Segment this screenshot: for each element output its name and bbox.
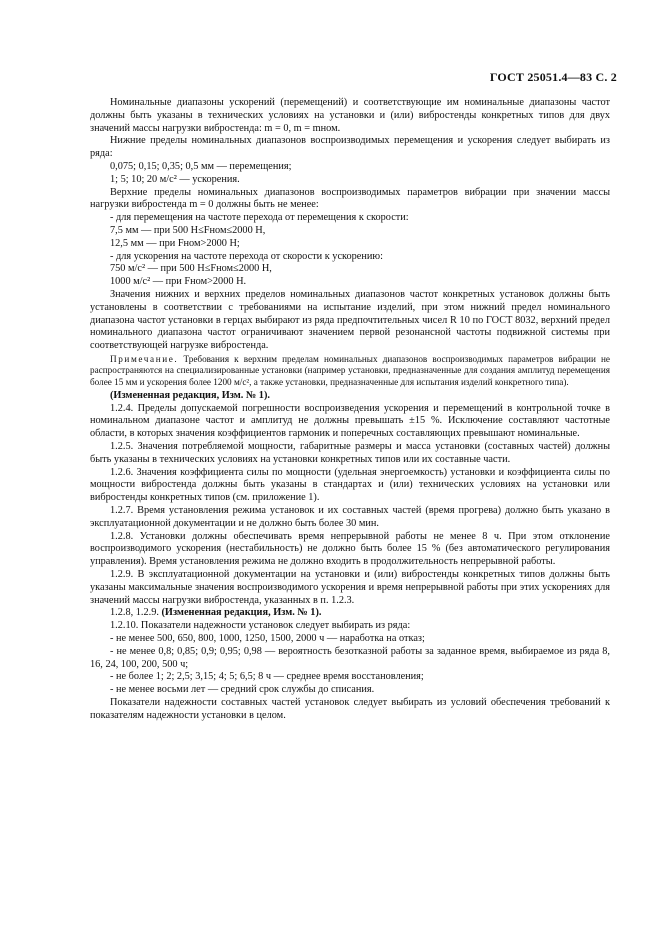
list-item-mtbf: - не менее 500, 650, 800, 1000, 1250, 1500, 2000 ч — наработка на отказ; bbox=[110, 632, 425, 644]
amendment-label: (Измененная редакция, Изм. № 1). bbox=[161, 607, 322, 619]
list-item-acceleration-limits: 1; 5; 10; 20 м/с² — ускорения. bbox=[110, 173, 240, 185]
list-item-recovery-time: - не более 1; 2; 2,5; 3,15; 4; 5; 6,5; 8 ч — среднее время восстановления; bbox=[110, 671, 424, 683]
paragraph-upper-limits: Верхние пределы номинальных диапазонов воспроизводимых параметров вибрации при значении массы нагрузки вибростенда m = 0 должны быть не менее: bbox=[90, 186, 610, 211]
paragraph-1-2-5: 1.2.5. Значения потребляемой мощности, габаритные размеры и масса установки (составных частей) должны быть указаны в технических условиях на установки конкретных типов или их составные части. bbox=[90, 441, 610, 465]
list-item-displacement-12-5: 12,5 мм — при Fном>2000 Н; bbox=[110, 237, 240, 249]
list-item-acceleration-heading: - для ускорения на частоте перехода от скорости к ускорению: bbox=[110, 250, 383, 262]
paragraph-lower-limits: Нижние пределы номинальных диапазонов воспроизводимых перемещения и ускорения следует выбирать из ряда: bbox=[90, 135, 610, 160]
amendment-clauses: 1.2.8, 1.2.9. bbox=[110, 607, 159, 619]
list-item-acceleration-750: 750 м/с² — при 500 Н≤Fном≤2000 Н, bbox=[110, 263, 272, 275]
note-label: Примечание. bbox=[110, 353, 179, 364]
amendment-note-1-2-8-1-2-9 bbox=[90, 607, 610, 620]
note-paragraph bbox=[90, 354, 610, 388]
paragraph-1-2-7: 1.2.7. Время установления режима установок и их составных частей (время прогрева) должно быть указано в эксплуатационной документации и не должно быть более 30 мин. bbox=[90, 505, 610, 529]
list-item-reliability: - не менее 0,8; 0,85; 0,9; 0,95; 0,98 — вероятность безотказной работы за заданное время, выбираемое из ряда 8, 16, 24, 100, 200, 500 ч; bbox=[90, 645, 610, 670]
note-text: Требования к верхним пределам номинальных диапазонов воспроизводимых параметров вибрации не распространяются на специализированные установки (например установки, предназначенные для создания амплитуд перемещения более 15 мм и ускорения более 1200 м/с², а также установки, предназначенные для испытания изделий конкретного типа). bbox=[90, 353, 611, 387]
list-item-displacement-limits: 0,075; 0,15; 0,35; 0,5 мм — перемещения; bbox=[110, 160, 292, 172]
paragraph-1-2-4: 1.2.4. Пределы допускаемой погрешности воспроизведения ускорения и перемещений в контрольной точке в номинальном диапазоне частот и амплитуд не должны превышать ±15 %. Исключение составляют частотные области, в которых значения коэффициентов гармоник и поперечных составляющих превышают номинальные. bbox=[90, 402, 610, 440]
list-item-displacement-7-5: 7,5 мм — при 500 Н≤Fном≤2000 Н, bbox=[110, 224, 266, 236]
paragraph-1-2-8: 1.2.8. Установки должны обеспечивать время непрерывной работы не менее 8 ч. При этом отклонение воспроизводимого ускорения (нестабильность) не должно быть более 15 % (без автоматического регулирования управления). Время установления режима не должно входить в продолжительность непрерывной работы. bbox=[90, 530, 610, 568]
page-header: ГОСТ 25051.4—83 С. 2 bbox=[489, 70, 617, 84]
paragraph-nominal-ranges: Номинальные диапазоны ускорений (перемещений) и соответствующие им номинальные диапазоны частот должны быть указаны в технических условиях на установки и (или) вибростенды конкретных типов для двух значений массы нагрузки вибростенда: m = 0, m = mном. bbox=[90, 97, 610, 134]
paragraph-frequency-limits: Значения нижних и верхних пределов номинальных диапазонов частот конкретных установок должны быть установлены в соответствии с требованиями на испытание изделий, при этом нижний предел номинального диапазона частот установки в герцах выбирают из ряда предпочтительных чисел R 10 по ГОСТ 8032, верхний предел номинального диапазона частот ограничивают значением первой резонансной частоты подвижной системы при соответствующей нагрузке вибростенда. bbox=[90, 288, 610, 352]
amendment-note: (Измененная редакция, Изм. № 1). bbox=[110, 389, 270, 401]
paragraph-component-reliability: Показатели надежности составных частей установок следует выбирать из условий обеспечения требований к показателям надежности установки в целом. bbox=[90, 696, 610, 721]
paragraph-1-2-6: 1.2.6. Значения коэффициента силы по мощности (удельная энергоемкость) установки и коэффициента силы по мощности вибростенда должны быть указаны в стандартах и (или) технических условиях на установки или вибростенды конкретных типов (см. приложение 1). bbox=[90, 466, 610, 504]
paragraph-1-2-9: 1.2.9. В эксплуатационной документации на установки и (или) вибростенды конкретных типов должны быть указаны максимальные значения воспроизводимого ускорения и время непрерывной работы при этих ускорениях для значений массы нагрузки вибростенда, указанных в п. 1.2.3. bbox=[90, 568, 610, 606]
document-body bbox=[90, 97, 610, 723]
list-item-displacement-heading: - для перемещения на частоте перехода от перемещения к скорости: bbox=[110, 212, 409, 224]
list-item-service-life: - не менее восьми лет — средний срок службы до списания. bbox=[110, 684, 375, 696]
list-item-acceleration-1000: 1000 м/с² — при Fном>2000 Н. bbox=[110, 276, 247, 288]
paragraph-1-2-10: 1.2.10. Показатели надежности установок следует выбирать из ряда: bbox=[110, 620, 411, 632]
